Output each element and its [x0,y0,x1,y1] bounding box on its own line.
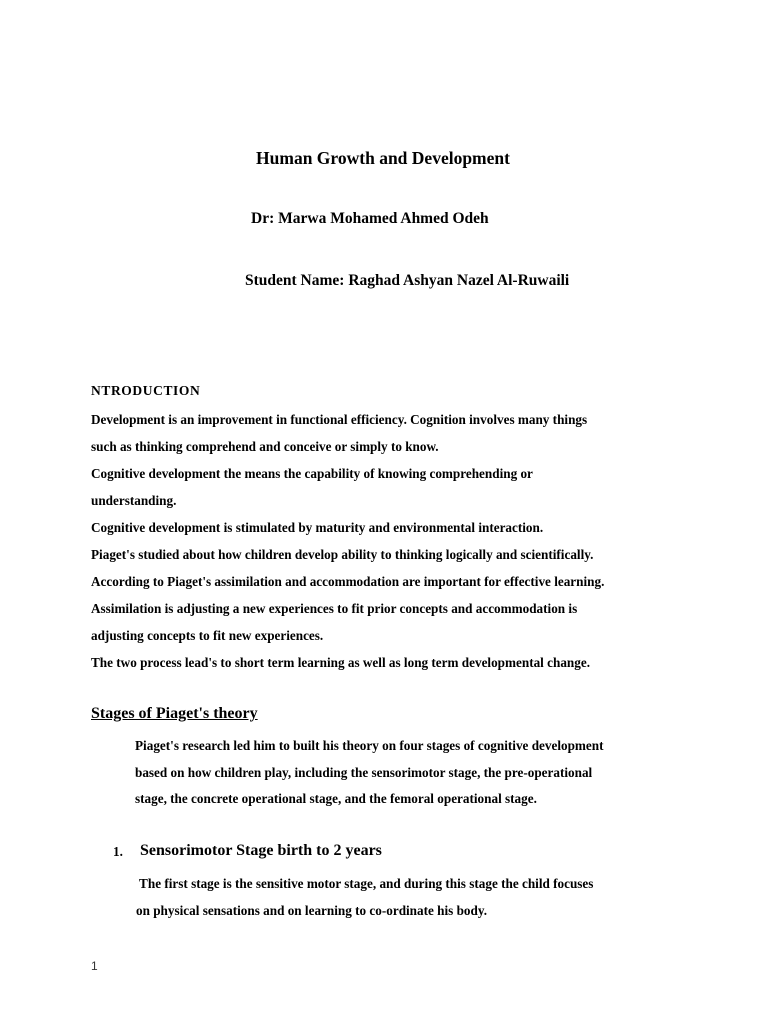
introduction-line: adjusting concepts to fit new experiences. [91,628,324,643]
introduction-line: Development is an improvement in functional efficiency. Cognition involves many things [91,412,588,427]
stage-body [136,870,696,924]
page-number: 1 [91,959,98,973]
stage-line: on physical sensations and on learning to co-ordinate his body. [136,903,488,918]
introduction-body [91,406,711,676]
introduction-line: According to Piaget's assimilation and accommodation are important for effective learning. [91,574,605,589]
introduction-line: Cognitive development is stimulated by maturity and environmental interaction. [91,520,544,535]
doctor-name: Dr: Marwa Mohamed Ahmed Odeh [251,210,489,227]
introduction-line: The two process lead's to short term learning as well as long term developmental change. [91,655,590,670]
stages-line: Piaget's research led him to built his theory on four stages of cognitive development [135,738,604,753]
introduction-line: understanding. [91,493,177,508]
introduction-line: Assimilation is adjusting a new experiences to fit prior concepts and accommodation is [91,601,578,616]
document-title: Human Growth and Development [256,148,510,168]
student-name: Student Name: Raghad Ashyan Nazel Al-Ruwaili [245,272,570,289]
introduction-heading: NTRODUCTION [91,383,201,398]
stage-number: 1. [113,844,123,859]
stages-body [135,733,695,813]
stages-line: based on how children play, including the sensorimotor stage, the pre-operational [135,764,593,780]
stage-line: The first stage is the sensitive motor stage, and during this stage the child focuses [136,876,594,891]
introduction-line: Piaget's studied about how children develop ability to thinking logically and scientifically. [91,547,594,562]
introduction-line: Cognitive development the means the capability of knowing comprehending or [91,466,533,481]
stages-line: stage, the concrete operational stage, and the femoral operational stage. [135,791,537,806]
stage-title: Sensorimotor Stage birth to 2 years [140,842,382,859]
stages-heading: Stages of Piaget's theory [91,705,258,722]
introduction-line: such as thinking comprehend and conceive or simply to know. [91,439,439,454]
